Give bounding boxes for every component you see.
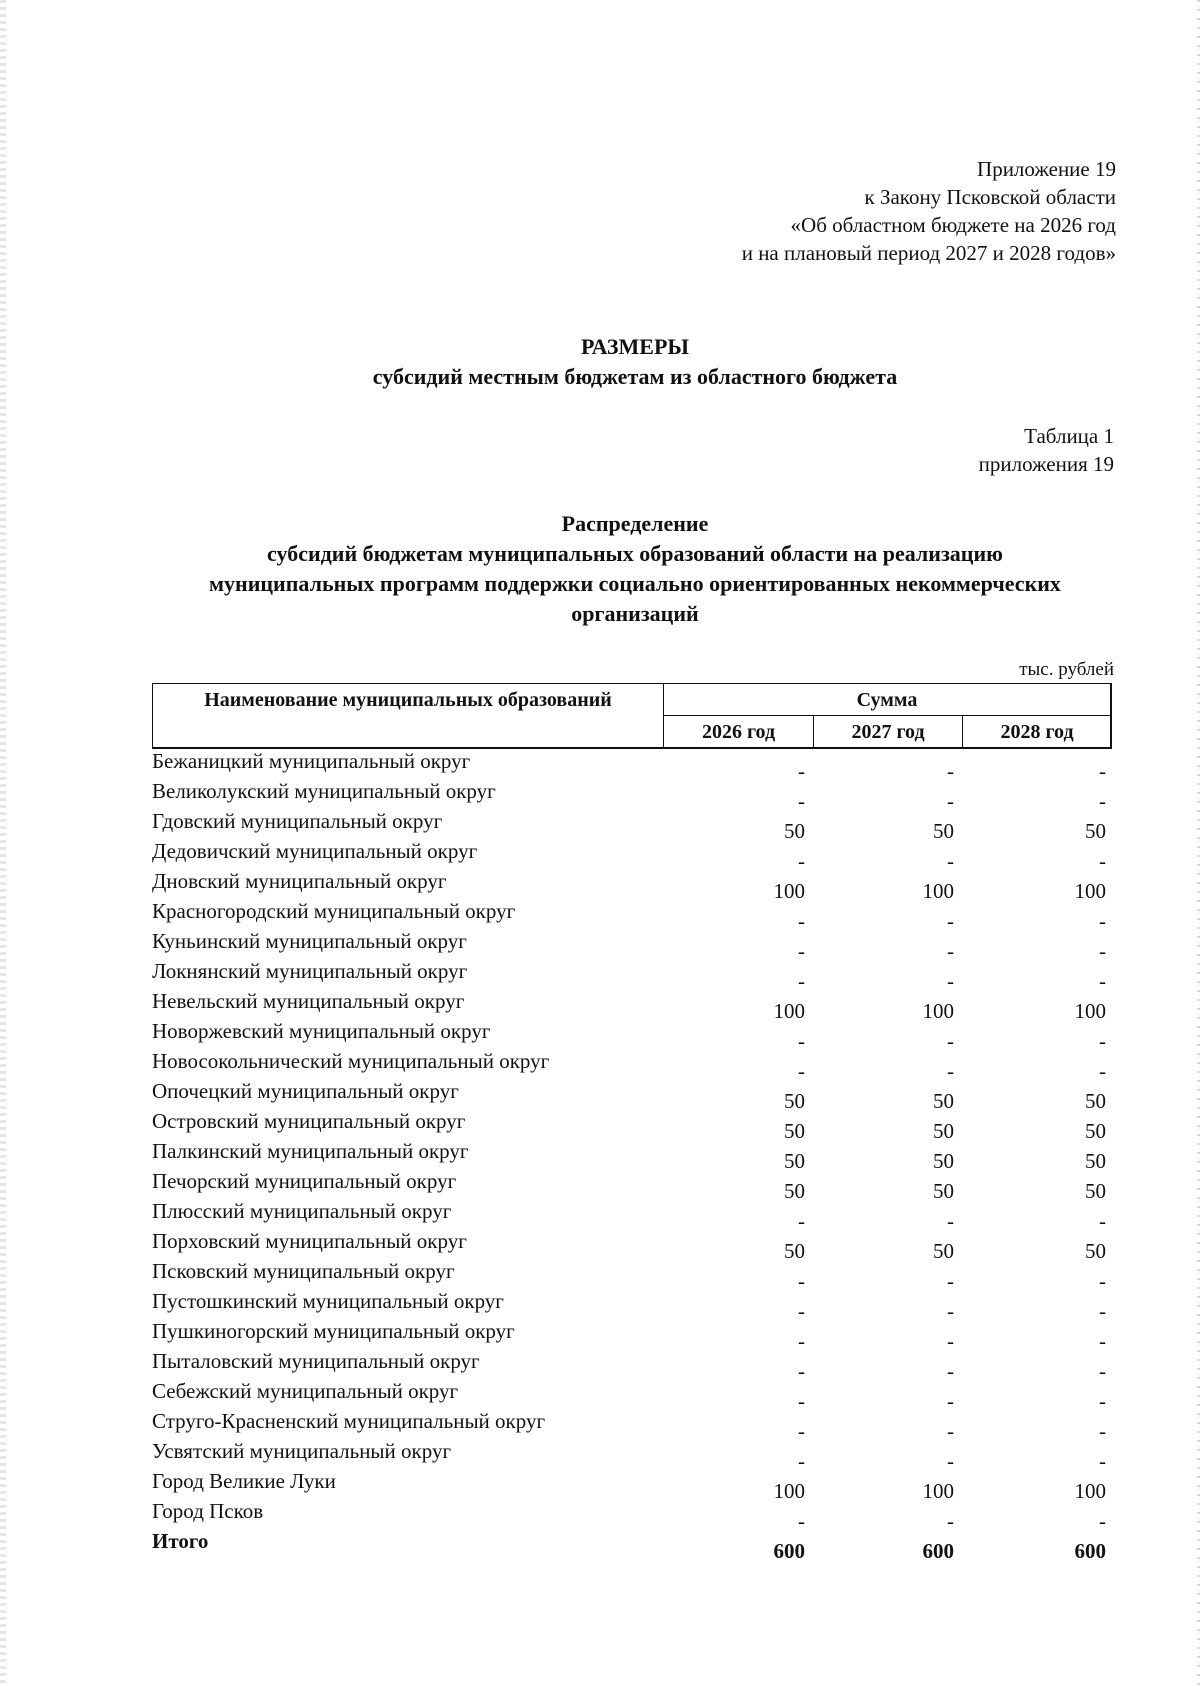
municipality-name: Дедовичский муниципальный округ (152, 839, 478, 863)
municipality-name: Город Великие Луки (152, 1469, 336, 1493)
value-2027: 100 (922, 879, 954, 903)
scan-edge-left (0, 0, 6, 1686)
value-2028: - (1099, 1419, 1106, 1443)
value-2028: 50 (1085, 1089, 1106, 1113)
value-2028: 50 (1085, 1149, 1106, 1173)
value-2026: 50 (784, 1239, 805, 1263)
table-row (152, 1079, 1112, 1113)
distribution-line-4: организаций (571, 601, 699, 626)
value-2027: 50 (933, 819, 954, 843)
table-row (152, 1169, 1112, 1203)
municipality-name: Великолукский муниципальный округ (152, 779, 496, 803)
table-row (152, 1499, 1112, 1533)
municipality-name: Пыталовский муниципальный округ (152, 1349, 480, 1373)
header-municipality-name: Наименование муниципальных образований (153, 684, 664, 747)
value-2026: 100 (773, 1479, 805, 1503)
value-2026: - (798, 969, 805, 993)
value-2026: - (798, 759, 805, 783)
value-2028: - (1099, 969, 1106, 993)
value-2027: - (947, 849, 954, 873)
table-row (152, 1439, 1112, 1473)
header-sum: Сумма (664, 684, 1110, 716)
table-ref-line-1: Таблица 1 (1024, 424, 1114, 448)
municipality-name: Печорский муниципальный округ (152, 1169, 457, 1193)
value-2027: - (947, 1419, 954, 1443)
municipality-name: Бежаницкий муниципальный округ (152, 749, 471, 773)
table-row (152, 989, 1112, 1023)
value-2028: - (1099, 1269, 1106, 1293)
value-2027: - (947, 1059, 954, 1083)
value-2027: - (947, 1209, 954, 1233)
table-row (152, 1109, 1112, 1143)
value-2026: - (798, 1299, 805, 1323)
value-2027: 50 (933, 1179, 954, 1203)
value-2028: 100 (1074, 999, 1106, 1023)
table-row (152, 959, 1112, 993)
value-2028: - (1099, 939, 1106, 963)
value-2027: - (947, 1509, 954, 1533)
value-2028: - (1099, 1329, 1106, 1353)
table-row (152, 1349, 1112, 1383)
unit-label: тыс. рублей (1019, 659, 1114, 680)
value-2026: - (798, 1509, 805, 1533)
table-row (152, 869, 1112, 903)
value-2028: - (1099, 849, 1106, 873)
value-2027: - (947, 1329, 954, 1353)
value-2026: 50 (784, 1179, 805, 1203)
value-2027: - (947, 1449, 954, 1473)
table-row (152, 1379, 1112, 1413)
table-row (152, 1019, 1112, 1053)
main-title-line-1: РАЗМЕРЫ (580, 334, 690, 359)
value-2026: - (798, 849, 805, 873)
value-2027: - (947, 1299, 954, 1323)
main-title (0, 332, 1200, 392)
main-title-line-2: субсидий местным бюджетам из областного бюджета (372, 364, 898, 389)
table-row (152, 1049, 1112, 1083)
table-row (152, 749, 1112, 783)
value-2028: 100 (1074, 879, 1106, 903)
value-2028: - (1099, 1209, 1106, 1233)
table-row (152, 839, 1112, 873)
distribution-line-3: муниципальных программ поддержки социально ориентированных некоммерческих (209, 571, 1061, 596)
value-2028: - (1099, 789, 1106, 813)
distribution-line-2: субсидий бюджетам муниципальных образований области на реализацию (267, 541, 1003, 566)
municipality-name: Дновский муниципальный округ (152, 869, 447, 893)
municipality-name: Локнянский муниципальный округ (152, 959, 468, 983)
municipality-name: Усвятский муниципальный округ (152, 1439, 452, 1463)
value-2027: 50 (933, 1089, 954, 1113)
value-2028: - (1099, 759, 1106, 783)
value-2027: - (947, 969, 954, 993)
value-2028: - (1099, 1059, 1106, 1083)
table-row (152, 1469, 1112, 1503)
value-2026: 100 (773, 999, 805, 1023)
value-2026: 50 (784, 1149, 805, 1173)
appendix-reference (516, 155, 1116, 267)
municipality-name: Новосокольнический муниципальный округ (152, 1049, 550, 1073)
table-reference (814, 422, 1114, 478)
value-2028: - (1099, 1449, 1106, 1473)
value-2026: - (798, 1059, 805, 1083)
municipality-name: Опочецкий муниципальный округ (152, 1079, 459, 1103)
value-2028: - (1099, 1389, 1106, 1413)
value-2026: - (798, 789, 805, 813)
value-2028: - (1099, 1359, 1106, 1383)
value-2027: - (947, 759, 954, 783)
value-2028: - (1099, 1509, 1106, 1533)
value-2026: 50 (784, 1119, 805, 1143)
value-2026: 600 (773, 1539, 805, 1563)
value-2026: - (798, 1029, 805, 1053)
distribution-line-1: Распределение (561, 511, 709, 536)
table-row (152, 809, 1112, 843)
value-2027: - (947, 789, 954, 813)
table-row (152, 779, 1112, 813)
value-2026: - (798, 1329, 805, 1353)
header-year-2028: 2028 год (1000, 721, 1074, 743)
value-2027: - (947, 1389, 954, 1413)
value-2028: - (1099, 909, 1106, 933)
municipality-name: Красногородский муниципальный округ (152, 899, 516, 923)
value-2028: - (1099, 1029, 1106, 1053)
table-header (152, 683, 1112, 749)
municipality-name: Новоржевский муниципальный округ (152, 1019, 491, 1043)
value-2027: - (947, 1269, 954, 1293)
value-2026: - (798, 1269, 805, 1293)
value-2026: 100 (773, 879, 805, 903)
municipality-name: Себежский муниципальный округ (152, 1379, 459, 1403)
table-row (152, 1199, 1112, 1233)
value-2028: 50 (1085, 819, 1106, 843)
value-2026: - (798, 1419, 805, 1443)
value-2026: - (798, 1389, 805, 1413)
value-2027: 50 (933, 1119, 954, 1143)
municipality-name: Гдовский муниципальный округ (152, 809, 443, 833)
municipality-name: Город Псков (152, 1499, 264, 1523)
value-2027: 100 (922, 999, 954, 1023)
table-body (152, 749, 1112, 1563)
municipality-name: Островский муниципальный округ (152, 1109, 466, 1133)
municipality-name: Плюсский муниципальный округ (152, 1199, 452, 1223)
value-2026: 50 (784, 1089, 805, 1113)
table-row (152, 929, 1112, 963)
municipality-name: Псковский муниципальный округ (152, 1259, 455, 1283)
table-row (152, 1409, 1112, 1443)
value-2026: - (798, 1449, 805, 1473)
table-row (152, 1139, 1112, 1173)
value-2028: - (1099, 1299, 1106, 1323)
municipality-name: Пушкиногорский муниципальный округ (152, 1319, 515, 1343)
value-2028: 50 (1085, 1239, 1106, 1263)
total-label: Итого (152, 1529, 209, 1553)
municipality-name: Струго-Красненский муниципальный округ (152, 1409, 546, 1433)
municipality-name: Порховский муниципальный округ (152, 1229, 467, 1253)
value-2026: - (798, 1209, 805, 1233)
table-row (152, 1319, 1112, 1353)
header-year-2027: 2027 год (814, 716, 963, 748)
value-2027: 100 (922, 1479, 954, 1503)
municipality-name: Палкинский муниципальный округ (152, 1139, 469, 1163)
appendix-line-4: и на плановый период 2027 и 2028 годов» (741, 241, 1116, 265)
distribution-title (120, 509, 1150, 629)
value-2028: 50 (1085, 1179, 1106, 1203)
appendix-line-1: Приложение 19 (977, 157, 1116, 181)
value-2027: 50 (933, 1149, 954, 1173)
municipality-name: Пустошкинский муниципальный округ (152, 1289, 504, 1313)
appendix-line-2: к Закону Псковской области (864, 185, 1116, 209)
value-2027: - (947, 909, 954, 933)
appendix-line-3: «Об областном бюджете на 2026 год (790, 213, 1116, 237)
table-row (152, 899, 1112, 933)
value-2027: 600 (922, 1539, 954, 1563)
value-2027: - (947, 939, 954, 963)
value-2026: - (798, 909, 805, 933)
total-row (152, 1529, 1112, 1563)
value-2028: 600 (1074, 1539, 1106, 1563)
value-2027: - (947, 1029, 954, 1053)
table-ref-line-2: приложения 19 (978, 452, 1114, 476)
value-2026: 50 (784, 819, 805, 843)
municipality-name: Невельский муниципальный округ (152, 989, 465, 1013)
value-2027: - (947, 1359, 954, 1383)
table-row (152, 1229, 1112, 1263)
header-year-2026: 2026 год (664, 716, 814, 748)
value-2028: 100 (1074, 1479, 1106, 1503)
table-row (152, 1259, 1112, 1293)
municipality-name: Куньинский муниципальный округ (152, 929, 467, 953)
value-2027: 50 (933, 1239, 954, 1263)
table-row (152, 1289, 1112, 1323)
value-2028: 50 (1085, 1119, 1106, 1143)
value-2026: - (798, 1359, 805, 1383)
value-2026: - (798, 939, 805, 963)
